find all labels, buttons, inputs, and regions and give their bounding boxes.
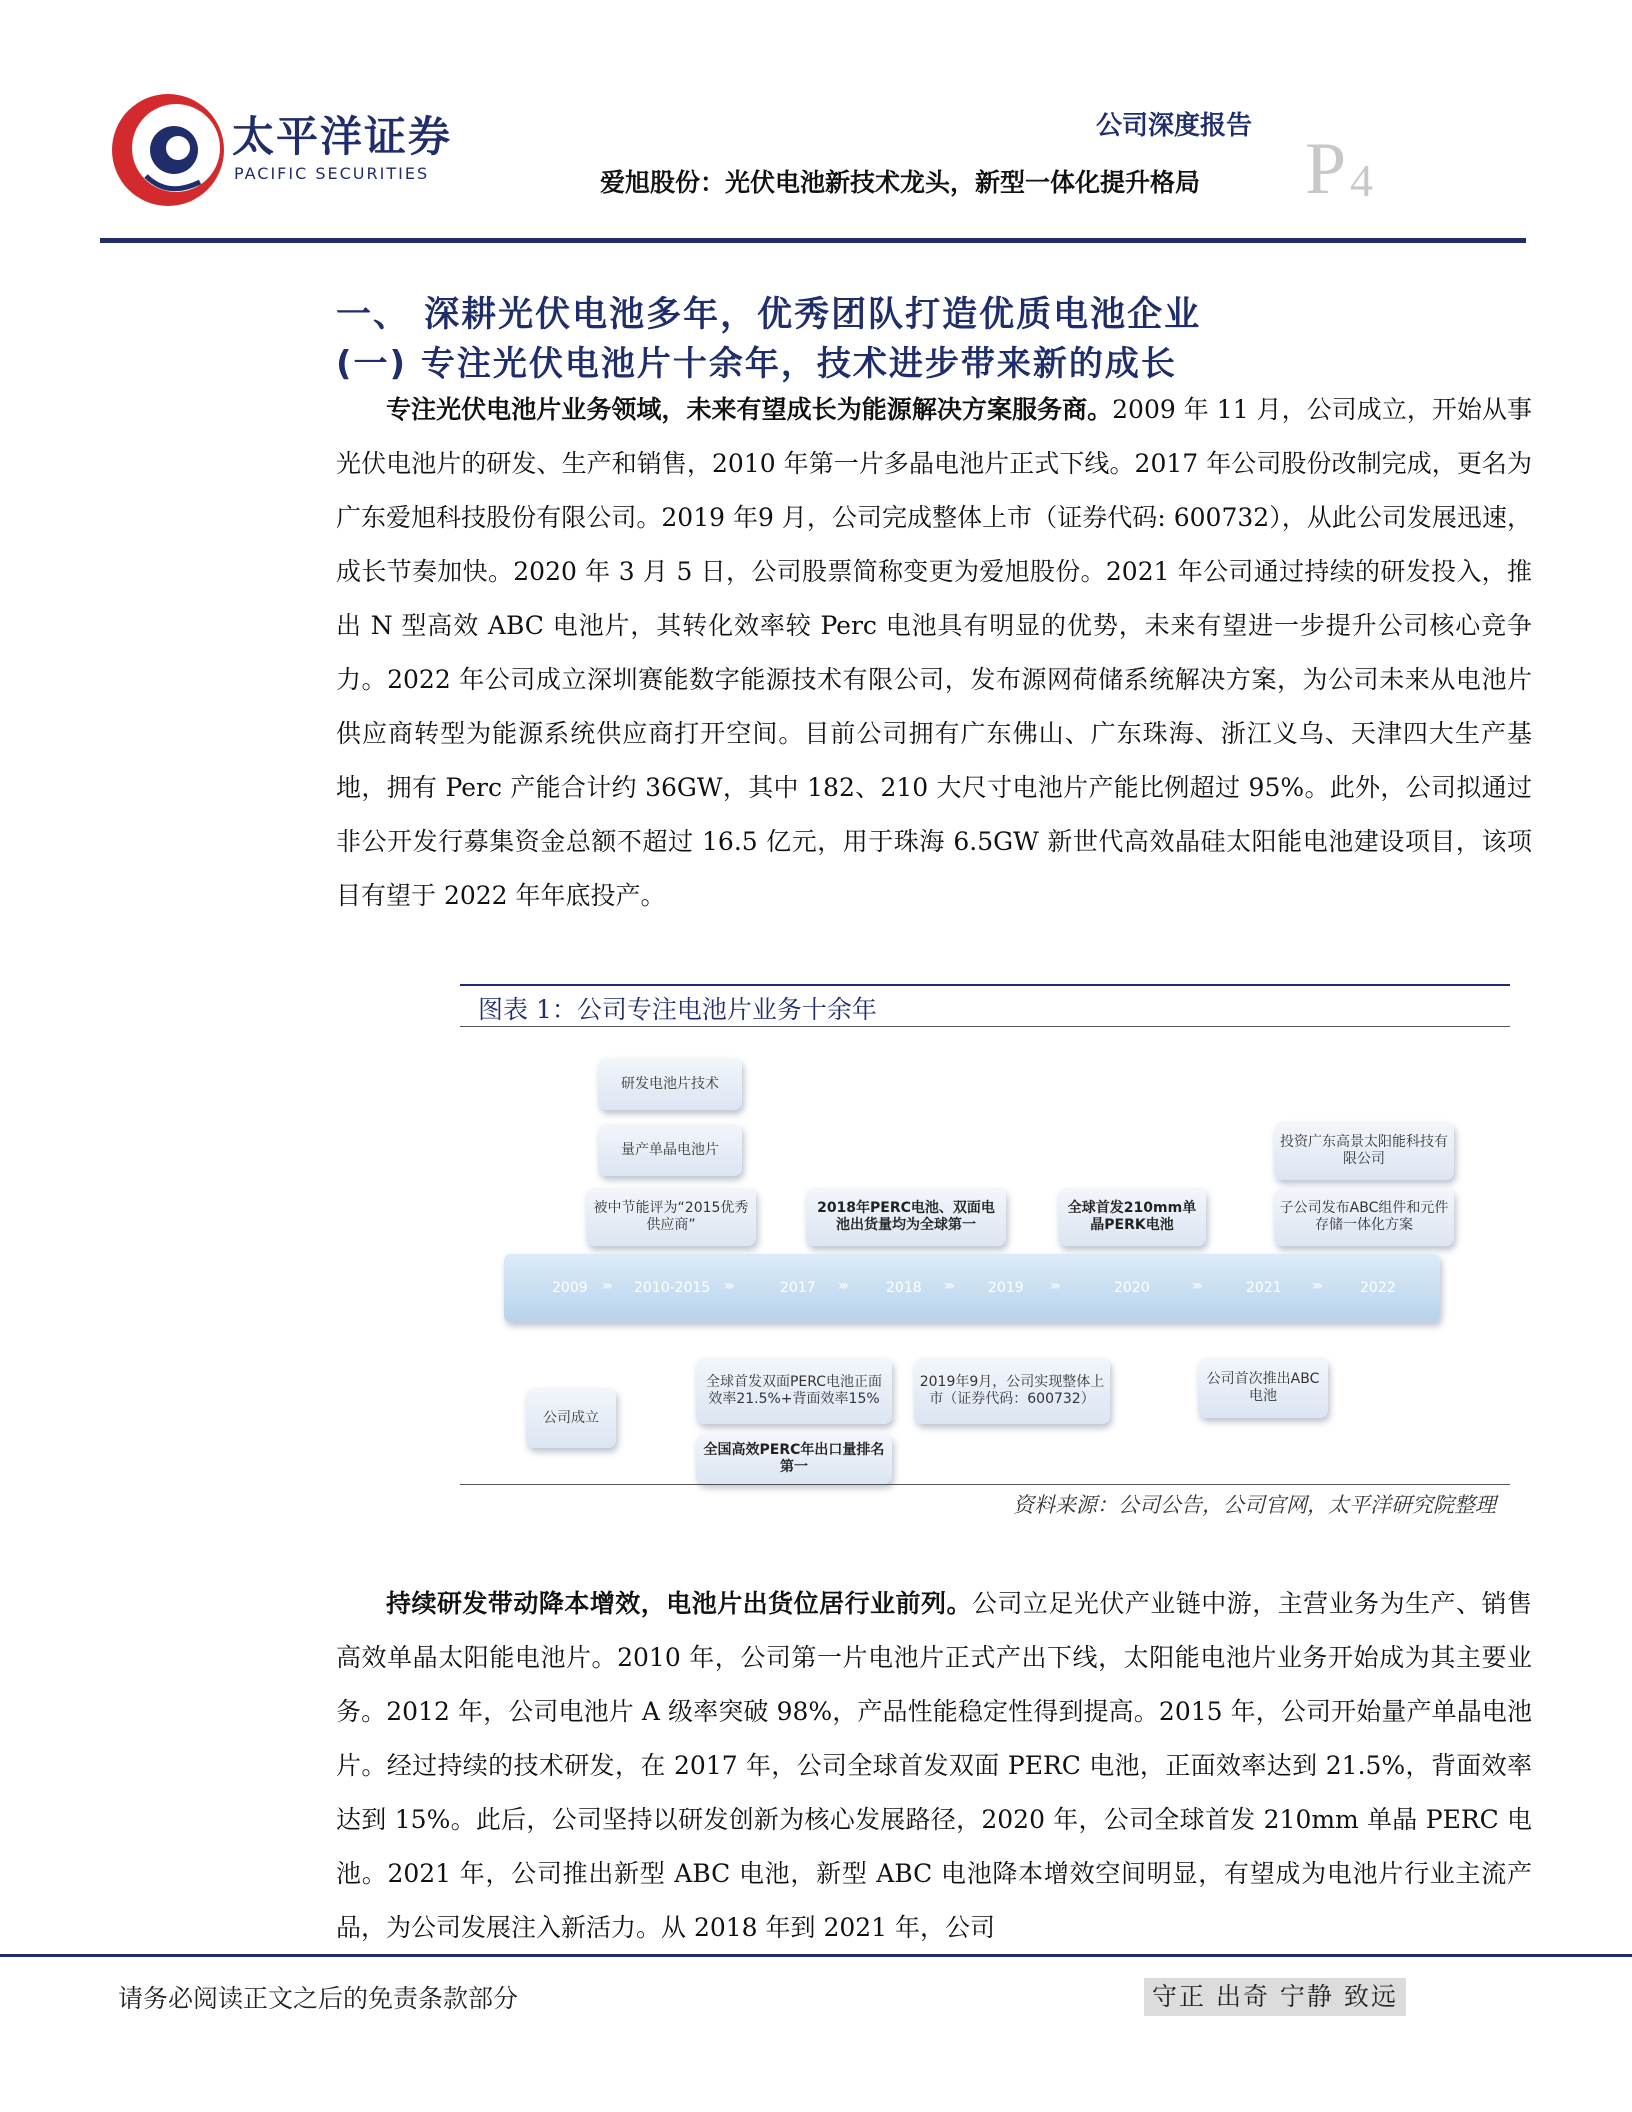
paragraph-lead: 专注光伏电池片业务领域，未来有望成长为能源解决方案服务商。 — [386, 395, 1113, 424]
footer-disclaimer: 请务必阅读正文之后的免责条款部分 — [118, 1984, 519, 2013]
figure-title: 图表 1：公司专注电池片业务十余年 — [478, 995, 877, 1024]
timeline-box-founded: 公司成立 — [526, 1388, 616, 1448]
timeline-year: 2020 — [1114, 1280, 1150, 1296]
timeline-arrow-icon: ››› — [1050, 1278, 1058, 1294]
figure-top-rule — [460, 984, 1510, 986]
timeline-year: 2009 — [552, 1280, 588, 1296]
paragraph-body: 2009 年 11 月，公司成立，开始从事光伏电池片的研发、生产和销售，2010 年第一片多晶电池片正式下线。2017 年公司股份改制完成，更名为广东爱旭科技股份有限公司。2019 年9 月，公司完成整体上市（证券代码: 600732），从此公司发展迅速，成长节奏加快。2020 年 3 月 5 日，公司股票简称变更为爱旭股份。2021 年公司通过持续的研发投入，推出 N 型高效 ABC 电池片，其转化效率较 Perc 电池具有明显的优势，未来有望进一步提升公司核心竞争力。2022 年公司成立深圳赛能数字能源技术有限公司，发布源网荷储系统解决方案，为公司未来从电池片供应商转型为能源系统供应商打开空间。目前公司拥有广东佛山、广东珠海、浙江义乌、天津四大生产基地，拥有 Perc 产能合计约 36GW，其中 182、210 大尺寸电池片产能比例超过 95%。此外，公司拟通过非公开发行募集资金总额不超过 16.5 亿元，用于珠海 6.5GW 新世代高效晶硅太阳能电池建设项目，该项目有望于 2022 年年底投产。 — [336, 395, 1532, 910]
timeline-box-export-rank: 全国高效PERC年出口量排名第一 — [696, 1434, 892, 1484]
paragraph-lead: 持续研发带动降本增效，电池片出货位居行业前列。 — [386, 1589, 972, 1618]
timeline-year: 2010-2015 — [634, 1280, 711, 1296]
paragraph-company-history — [336, 383, 1532, 923]
timeline-box-listing: 2019年9月，公司实现整体上市（证券代码：600732） — [914, 1358, 1110, 1424]
section-heading: 一、 深耕光伏电池多年，优秀团队打造优质电池企业 — [336, 295, 1202, 335]
report-title: 爱旭股份：光伏电池新技术龙头，新型一体化提升格局 — [600, 168, 1201, 197]
page-letter: P — [1305, 128, 1347, 210]
timeline-arrow-icon: ››› — [602, 1278, 610, 1294]
timeline-box-invest-gaojing: 投资广东高景太阳能科技有限公司 — [1274, 1122, 1454, 1180]
timeline-year: 2022 — [1360, 1280, 1396, 1296]
timeline-year: 2019 — [988, 1280, 1024, 1296]
timeline-arrow-icon: ››› — [838, 1278, 846, 1294]
brand-name-cn: 太平洋证券 — [232, 112, 453, 161]
logo-mark-icon — [108, 86, 228, 214]
timeline-box-rd-tech: 研发电池片技术 — [598, 1058, 742, 1110]
paragraph-body: 公司立足光伏产业链中游，主营业务为生产、销售高效单晶太阳能电池片。2010 年，公司第一片电池片正式产出下线，太阳能电池片业务开始成为其主要业务。2012 年，公司电池片 A 级率突破 98%，产品性能稳定性得到提高。2015 年，公司开始量产单晶电池片。经过持续的技术研发，在 2017 年，公司全球首发双面 PERC 电池，正面效率达到 21.5%，背面效率达到 15%。此后，公司坚持以研发创新为核心发展路径，2020 年，公司全球首发 210mm 单晶 PERC 电池。2021 年，公司推出新型 ABC 电池，新型 ABC 电池降本增效空间明显，有望成为电池片行业主流产品，为公司发展注入新活力。从 2018 年到 2021 年，公司 — [336, 1589, 1532, 1942]
timeline-arrow-icon: ››› — [724, 1278, 732, 1294]
header-divider — [100, 238, 1526, 243]
timeline-box-abc-module: 子公司发布ABC组件和元件存储一体化方案 — [1274, 1188, 1454, 1246]
timeline-box-perc-2018: 2018年PERC电池、双面电池出货量均为全球第一 — [806, 1188, 1006, 1246]
timeline-year: 2017 — [780, 1280, 816, 1296]
page-number: 4 — [1350, 155, 1373, 206]
timeline-year: 2021 — [1246, 1280, 1282, 1296]
subsection-heading: (一) 专注光伏电池片十余年，技术进步带来新的成长 — [336, 344, 1177, 384]
timeline-box-mono-mass: 量产单晶电池片 — [598, 1124, 742, 1176]
figure-bottom-rule — [460, 1484, 1510, 1485]
figure-source: 资料来源：公司公告，公司官网，太平洋研究院整理 — [1013, 1493, 1496, 1517]
timeline-arrow-icon: ››› — [1192, 1278, 1200, 1294]
report-type: 公司深度报告 — [1096, 111, 1253, 141]
paragraph-rd-cost — [336, 1577, 1532, 1949]
figure-title-rule — [460, 1026, 1510, 1027]
footer-divider — [0, 1954, 1632, 1957]
timeline-box-abc-launch: 公司首次推出ABC电池 — [1198, 1358, 1328, 1418]
footer-motto: 守正 出奇 宁静 致远 — [1144, 1978, 1406, 2016]
brand-name-en: PACIFIC SECURITIES — [234, 164, 430, 183]
timeline-box-cecep-award: 被中节能评为“2015优秀供应商” — [586, 1188, 756, 1246]
timeline-arrow-icon: ››› — [1312, 1278, 1320, 1294]
timeline-box-first-210: 全球首发210mm单晶PERK电池 — [1058, 1188, 1206, 1246]
timeline-arrow-icon: ››› — [944, 1278, 952, 1294]
timeline-year: 2018 — [886, 1280, 922, 1296]
timeline-box-bifacial-perc: 全球首发双面PERC电池正面效率21.5%+背面效率15% — [696, 1358, 892, 1424]
